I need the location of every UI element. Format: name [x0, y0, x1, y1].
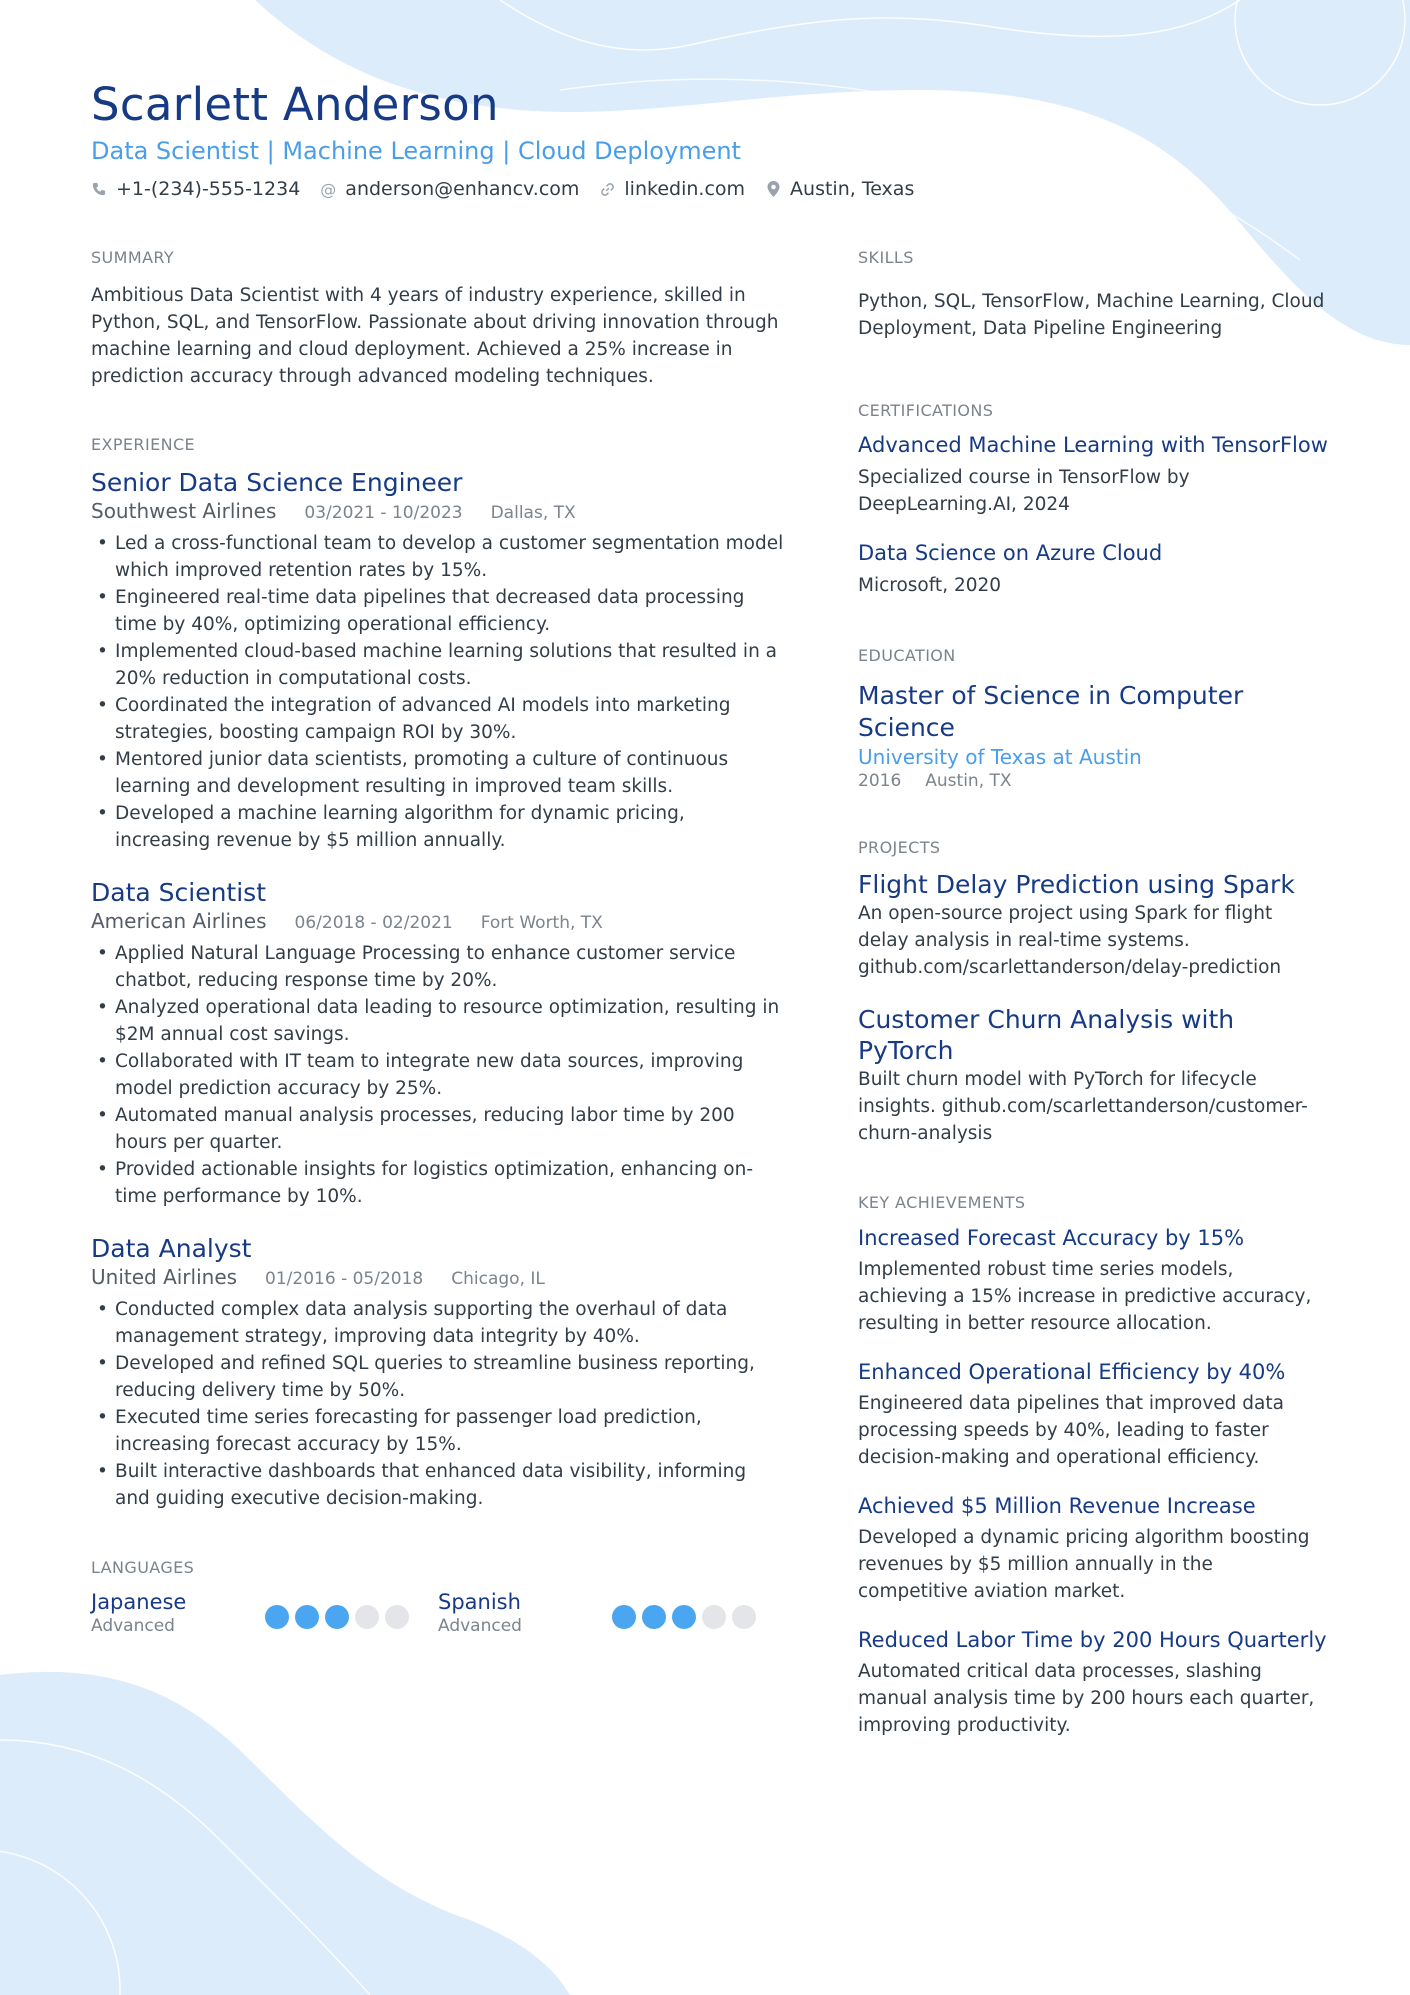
contact-email[interactable]	[320, 178, 579, 200]
rating-dot-empty	[702, 1605, 726, 1629]
language-rating	[265, 1605, 415, 1629]
achievement-item	[858, 1226, 1328, 1337]
job-bullet: • Led a cross-functional team to develop a customer segmentation model which improved retention rates by 15%.	[91, 530, 785, 584]
contact-phone[interactable]	[91, 178, 300, 200]
section-title-projects: PROJECTS	[858, 838, 941, 857]
right-column	[858, 248, 1328, 1739]
language-item	[438, 1589, 785, 1637]
contact-location-text: Austin, Texas	[790, 178, 915, 200]
education-section	[858, 646, 1328, 792]
experience-section	[91, 435, 785, 1512]
rating-dot-filled	[325, 1605, 349, 1629]
languages-section	[91, 1558, 785, 1637]
project-title: Customer Churn Analysis with PyTorch	[858, 1005, 1235, 1065]
language-level: Advanced	[91, 1616, 175, 1636]
candidate-tagline: Data Scientist | Machine Learning | Cloud Deployment	[91, 137, 741, 165]
job-meta	[91, 909, 785, 933]
job-bullet: • Executed time series forecasting for passenger load prediction, increasing forecast accuracy by 15%.	[91, 1404, 785, 1458]
job-entry	[91, 468, 785, 854]
job-company: United Airlines	[91, 1265, 238, 1289]
rating-dot-filled	[612, 1605, 636, 1629]
section-title-experience: EXPERIENCE	[91, 435, 196, 454]
project-desc: Built churn model with PyTorch for lifecycle insights. github.com/scarlettanderson/customer-churn-analysis	[858, 1069, 1308, 1144]
achievement-title: Achieved $5 Million Revenue Increase	[858, 1494, 1256, 1518]
education-school: University of Texas at Austin	[858, 745, 1142, 769]
rating-dot-filled	[265, 1605, 289, 1629]
job-bullet: • Conducted complex data analysis supporting the overhaul of data management strategy, improving data integrity by 40%.	[91, 1296, 785, 1350]
language-rating	[612, 1605, 762, 1629]
section-title-skills: SKILLS	[858, 248, 914, 267]
rating-dot-filled	[672, 1605, 696, 1629]
education-year: 2016	[858, 771, 902, 791]
achievements-section	[858, 1193, 1328, 1739]
skills-text: Python, SQL, TensorFlow, Machine Learning, Cloud Deployment, Data Pipeline Engineering	[858, 291, 1325, 339]
job-title: Data Scientist	[91, 878, 266, 907]
summary-text: Ambitious Data Scientist with 4 years of industry experience, skilled in Python, SQL, and TensorFlow. Passionate about driving innovation through machine learning and cloud deployment. Achieved a 25% increase in prediction accuracy through advanced modeling techniques.	[91, 285, 779, 387]
job-bullet: • Collaborated with IT team to integrate new data sources, improving model prediction accuracy by 25%.	[91, 1048, 785, 1102]
job-dates: 06/2018 - 02/2021	[294, 913, 453, 933]
achievement-title: Enhanced Operational Efficiency by 40%	[858, 1360, 1286, 1384]
achievement-desc: Automated critical data processes, slashing manual analysis time by 200 hours each quarter, improving productivity.	[858, 1661, 1315, 1736]
contact-row	[91, 178, 934, 200]
job-dates: 03/2021 - 10/2023	[304, 503, 463, 523]
job-title: Senior Data Science Engineer	[91, 468, 463, 497]
rating-dot-empty	[355, 1605, 379, 1629]
language-name: Japanese	[91, 1590, 187, 1614]
job-location: Dallas, TX	[490, 503, 576, 523]
job-meta	[91, 1265, 785, 1289]
job-location: Fort Worth, TX	[480, 913, 603, 933]
certification-item	[858, 433, 1328, 518]
section-title-achievements: KEY ACHIEVEMENTS	[858, 1193, 1026, 1212]
achievement-title: Increased Forecast Accuracy by 15%	[858, 1226, 1245, 1250]
job-bullet: • Implemented cloud-based machine learning solutions that resulted in a 20% reduction in computational costs.	[91, 638, 785, 692]
job-bullets	[91, 530, 785, 854]
language-text	[438, 1589, 612, 1637]
project-desc: An open-source project using Spark for flight delay analysis in real-time systems. github.com/scarlettanderson/delay-prediction	[858, 903, 1282, 978]
skills-section	[858, 248, 1328, 342]
achievement-desc: Engineered data pipelines that improved data processing speeds by 40%, leading to faster decision-making and operational efficiency.	[858, 1393, 1284, 1468]
certification-title: Data Science on Azure Cloud	[858, 541, 1163, 565]
language-list	[91, 1589, 785, 1637]
rating-dot-filled	[295, 1605, 319, 1629]
certification-title: Advanced Machine Learning with TensorFlow	[858, 433, 1328, 457]
achievement-item	[858, 1360, 1328, 1471]
summary-section	[91, 248, 785, 390]
job-meta	[91, 499, 785, 523]
rating-dot-filled	[642, 1605, 666, 1629]
contact-location	[765, 178, 914, 200]
projects-section	[858, 838, 1328, 1147]
language-name: Spanish	[438, 1590, 521, 1614]
section-title-languages: LANGUAGES	[91, 1558, 195, 1577]
language-level: Advanced	[438, 1616, 522, 1636]
job-bullet: • Automated manual analysis processes, reducing labor time by 200 hours per quarter.	[91, 1102, 785, 1156]
certification-item	[858, 541, 1328, 599]
job-dates: 01/2016 - 05/2018	[265, 1269, 424, 1289]
achievement-desc: Implemented robust time series models, achieving a 15% increase in predictive accuracy, resulting in better resource allocation.	[858, 1259, 1312, 1334]
contact-linkedin[interactable]	[599, 178, 745, 200]
job-bullet: • Built interactive dashboards that enhanced data visibility, informing and guiding executive decision-making.	[91, 1458, 785, 1512]
at-icon: @	[320, 179, 337, 199]
language-item	[91, 1589, 438, 1637]
section-title-certifications: CERTIFICATIONS	[858, 401, 994, 420]
job-bullet: • Coordinated the integration of advanced AI models into marketing strategies, boosting campaign ROI by 30%.	[91, 692, 785, 746]
job-title: Data Analyst	[91, 1234, 252, 1263]
job-bullets	[91, 1296, 785, 1512]
section-title-education: EDUCATION	[858, 646, 956, 665]
contact-email-text: anderson@enhancv.com	[345, 178, 580, 200]
job-bullet: • Mentored junior data scientists, promoting a culture of continuous learning and development resulting in improved team skills.	[91, 746, 785, 800]
certification-desc: Microsoft, 2020	[858, 575, 1002, 596]
education-meta	[858, 770, 1328, 792]
job-bullet: • Provided actionable insights for logistics optimization, enhancing on-time performance by 10%.	[91, 1156, 785, 1210]
rating-dot-empty	[385, 1605, 409, 1629]
job-entry	[91, 1234, 785, 1512]
job-company: Southwest Airlines	[91, 499, 277, 523]
rating-dot-empty	[732, 1605, 756, 1629]
project-item	[858, 869, 1328, 981]
job-bullet: • Developed a machine learning algorithm for dynamic pricing, increasing revenue by $5 million annually.	[91, 800, 785, 854]
achievement-item	[858, 1494, 1328, 1605]
candidate-name: Scarlett Anderson	[91, 78, 499, 131]
certifications-section	[858, 401, 1328, 599]
job-bullet: • Engineered real-time data pipelines that decreased data processing time by 40%, optimizing operational efficiency.	[91, 584, 785, 638]
contact-linkedin-text: linkedin.com	[624, 178, 746, 200]
education-location: Austin, TX	[925, 771, 1012, 791]
section-title-summary: SUMMARY	[91, 248, 175, 267]
project-title: Flight Delay Prediction using Spark	[858, 870, 1295, 899]
achievement-desc: Developed a dynamic pricing algorithm boosting revenues by $5 million annually in the competitive aviation market.	[858, 1527, 1310, 1602]
job-bullet: • Applied Natural Language Processing to enhance customer service chatbot, reducing response time by 20%.	[91, 940, 785, 994]
job-location: Chicago, IL	[451, 1269, 545, 1289]
job-entry	[91, 878, 785, 1210]
achievement-title: Reduced Labor Time by 200 Hours Quarterly	[858, 1628, 1327, 1652]
certification-desc: Specialized course in TensorFlow by DeepLearning.AI, 2024	[858, 467, 1190, 515]
project-item	[858, 1004, 1328, 1147]
achievement-item	[858, 1628, 1328, 1739]
phone-icon	[91, 182, 107, 196]
job-bullet: • Developed and refined SQL queries to streamline business reporting, reducing delivery time by 50%.	[91, 1350, 785, 1404]
job-company: American Airlines	[91, 909, 267, 933]
location-icon	[765, 181, 781, 197]
link-icon	[599, 182, 615, 197]
job-bullet: • Analyzed operational data leading to resource optimization, resulting in $2M annual cost savings.	[91, 994, 785, 1048]
education-degree: Master of Science in Computer Science	[858, 681, 1244, 742]
job-bullets	[91, 940, 785, 1210]
contact-phone-text: +1-(234)-555-1234	[116, 178, 301, 200]
language-text	[91, 1589, 265, 1637]
left-column	[91, 248, 785, 1637]
